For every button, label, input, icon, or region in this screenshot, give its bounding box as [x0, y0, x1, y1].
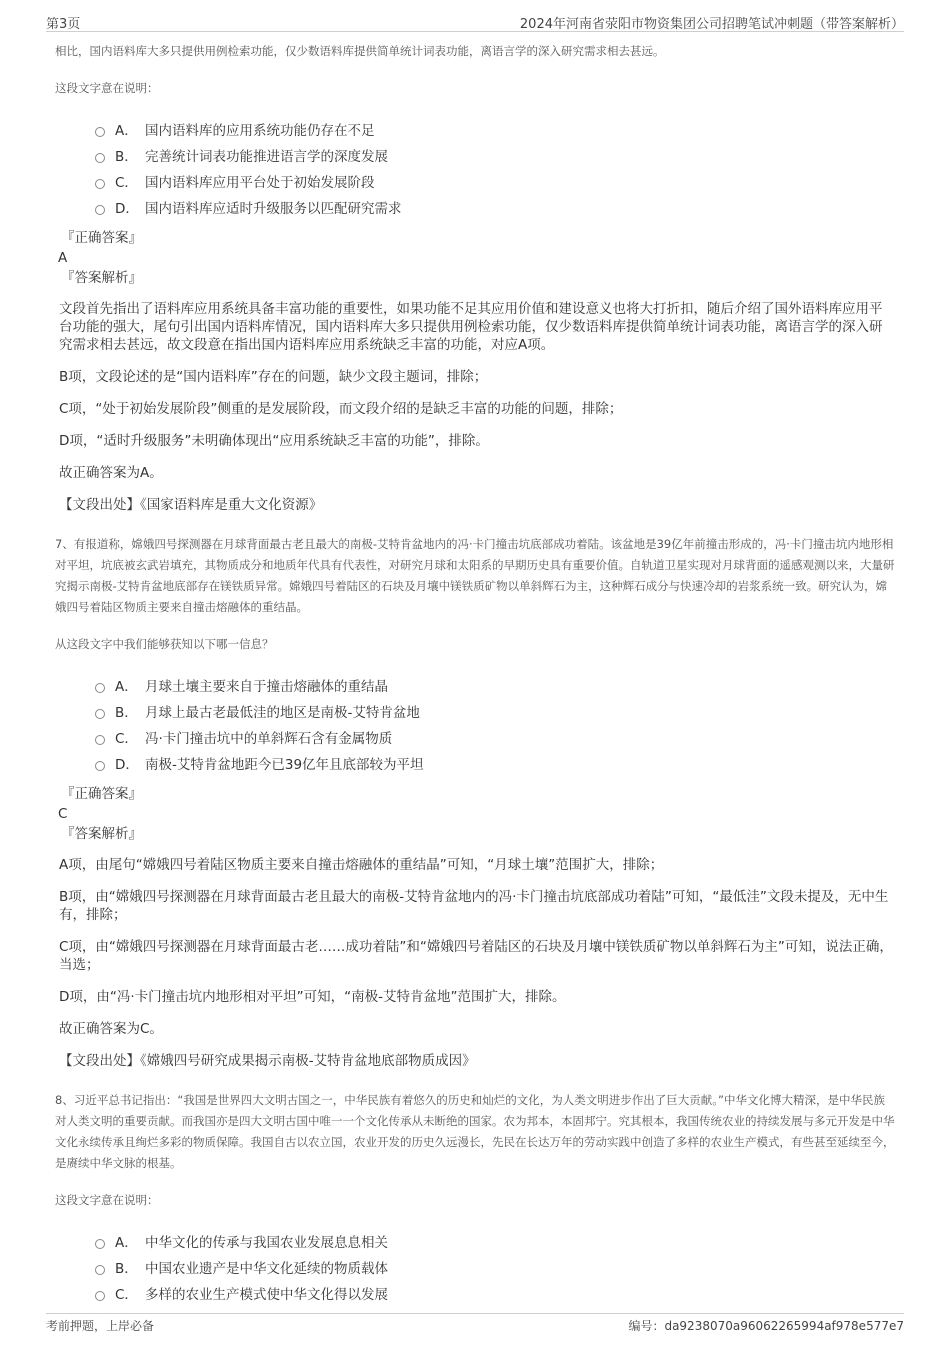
analysis-label: 『答案解析』	[61, 826, 142, 842]
analysis-label: 『答案解析』	[61, 270, 142, 286]
radio-icon[interactable]	[95, 153, 105, 163]
question-8	[55, 1090, 895, 1308]
radio-icon[interactable]	[95, 683, 105, 693]
radio-icon[interactable]	[95, 709, 105, 719]
page-number: 第3页	[46, 17, 81, 32]
page-content	[55, 41, 895, 1314]
analysis-conclusion: 故正确答案为A。	[59, 465, 163, 481]
source-citation: 【文段出处】《国家语料库是重大文化资源》	[59, 497, 323, 513]
question-7	[55, 534, 895, 1070]
radio-icon[interactable]	[95, 735, 105, 745]
option-a[interactable]: A． 中华文化的传承与我国农业发展息息相关	[95, 1230, 895, 1256]
radio-icon[interactable]	[95, 127, 105, 137]
code-value: da9238070a96062265994af978e577e7	[664, 1319, 904, 1333]
analysis-paragraph: C项，“处于初始发展阶段”侧重的是发展阶段，而文段介绍的是缺乏丰富的功能的问题，排除；	[59, 401, 623, 417]
option-b[interactable]: B． 中国农业遗产是中华文化延续的物质载体	[95, 1256, 895, 1282]
document-code	[628, 1317, 904, 1334]
question-text: 7、有报道称，嫦娥四号探测器在月球背面最古老且最大的南极-艾特肯盆地内的冯·卡门撞击坑底部成功着陆。该盆地是39亿年前撞击形成的，冯·卡门撞击坑内地形相对平坦，坑底被玄武岩填充，其物质成分和地质年代具有代表性，对研究月球和太阳系的早期历史具有重要价值。自轨道卫星实现对月球背面的遥感观测以来，大量研究揭示南极-艾特肯盆地底部存在镁铁质异常。嫦娥四号着陆区的石块及月壤中镁铁质矿物以单斜辉石为主，这种辉石成分与快速冷却的岩浆系统一致。研究认为，嫦娥四号着陆区物质主要来自撞击熔融体的重结晶。	[55, 537, 895, 614]
analysis-paragraph: D项，“适时升级服务”未明确体现出“应用系统缺乏丰富的功能”，排除。	[59, 433, 489, 449]
answer-label: 『正确答案』	[61, 230, 142, 246]
option-c[interactable]: C． 多样的农业生产模式使中华文化得以发展	[95, 1282, 895, 1308]
analysis-conclusion: 故正确答案为C。	[59, 1021, 163, 1037]
option-a[interactable]: A． 月球土壤主要来自于撞击熔融体的重结晶	[95, 674, 895, 700]
question-prompt: 这段文字意在说明：	[55, 81, 159, 95]
option-a[interactable]: A． 国内语料库的应用系统功能仍存在不足	[95, 118, 895, 144]
radio-icon[interactable]	[95, 761, 105, 771]
radio-icon[interactable]	[95, 1291, 105, 1301]
option-c[interactable]: C． 国内语料库应用平台处于初始发展阶段	[95, 170, 895, 196]
radio-icon[interactable]	[95, 205, 105, 215]
document-title: 2024年河南省荥阳市物资集团公司招聘笔试冲刺题（带答案解析）	[519, 17, 904, 32]
analysis-paragraph: C项，由“嫦娥四号探测器在月球背面最古老……成功着陆”和“嫦娥四号着陆区的石块及月壤中镁铁质矿物以单斜辉石为主”可知，说法正确，当选；	[59, 939, 893, 973]
option-b[interactable]: B． 完善统计词表功能推进语言学的深度发展	[95, 144, 895, 170]
question-6	[55, 41, 895, 514]
answer-value: A	[58, 250, 68, 266]
option-list	[95, 674, 895, 778]
option-c[interactable]: C． 冯·卡门撞击坑中的单斜辉石含有金属物质	[95, 726, 895, 752]
question-text: 8、习近平总书记指出：“我国是世界四大文明古国之一，中华民族有着悠久的历史和灿烂的文化，为人类文明进步作出了巨大贡献。”中华文化博大精深，是中华民族对人类文明的重要贡献。而我国亦是四大文明古国中唯一一个文化传承从未断绝的国家。农为邦本，本固邦宁。究其根本，我国传统农业的持续发展与多元开发是中华文化永续传承且绚烂多彩的物质保障。我国自古以农立国，农业开发的历史久远漫长，先民在长达万年的劳动实践中创造了多样的农业生产模式，有些甚至延续至今，是赓续中华文脉的根基。	[55, 1093, 895, 1170]
option-list	[95, 118, 895, 222]
question-prompt: 从这段文字中我们能够获知以下哪一信息？	[55, 637, 274, 651]
question-text: 相比，国内语料库大多只提供用例检索功能，仅少数语料库提供简单统计词表功能，离语言学的深入研究需求相去甚远。	[55, 44, 665, 58]
radio-icon[interactable]	[95, 1265, 105, 1275]
answer-value: C	[58, 806, 68, 822]
footer-slogan: 考前押题，上岸必备	[46, 1319, 155, 1333]
question-prompt: 这段文字意在说明：	[55, 1193, 159, 1207]
analysis-paragraph: 文段首先指出了语料库应用系统具备丰富功能的重要性，如果功能不足其应用价值和建设意义也将大打折扣，随后介绍了国外语料库应用平台功能的强大，尾句引出国内语料库情况，国内语料库大多只提供用例检索功能，仅少数语料库提供简单统计词表功能，离语言学的深入研究需求相去甚远，故文段意在指出国内语料库应用系统缺乏丰富的功能，对应A项。	[59, 301, 883, 353]
answer-label: 『正确答案』	[61, 786, 142, 802]
analysis-paragraph: A项，由尾句“嫦娥四号着陆区物质主要来自撞击熔融体的重结晶”可知，“月球土壤”范围扩大，排除；	[59, 857, 664, 873]
analysis-paragraph: B项，文段论述的是“国内语料库”存在的问题，缺少文段主题词，排除；	[59, 369, 488, 385]
option-b[interactable]: B． 月球上最古老最低洼的地区是南极-艾特肯盆地	[95, 700, 895, 726]
option-d[interactable]: D． 南极-艾特肯盆地距今已39亿年且底部较为平坦	[95, 752, 895, 778]
page-footer	[46, 1313, 904, 1336]
analysis-paragraph: B项，由“嫦娥四号探测器在月球背面最古老且最大的南极-艾特肯盆地内的冯·卡门撞击坑底部成功着陆”可知，“最低洼”文段未提及，无中生有，排除；	[59, 889, 889, 923]
option-d[interactable]: D． 国内语料库应适时升级服务以匹配研究需求	[95, 196, 895, 222]
analysis-paragraph: D项，由“冯·卡门撞击坑内地形相对平坦”可知，“南极-艾特肯盆地”范围扩大，排除。	[59, 989, 566, 1005]
page-header	[46, 11, 904, 32]
option-list	[95, 1230, 895, 1308]
code-label: 编号：	[628, 1319, 665, 1333]
radio-icon[interactable]	[95, 179, 105, 189]
radio-icon[interactable]	[95, 1239, 105, 1249]
source-citation: 【文段出处】《嫦娥四号研究成果揭示南极-艾特肯盆地底部物质成因》	[59, 1053, 476, 1069]
